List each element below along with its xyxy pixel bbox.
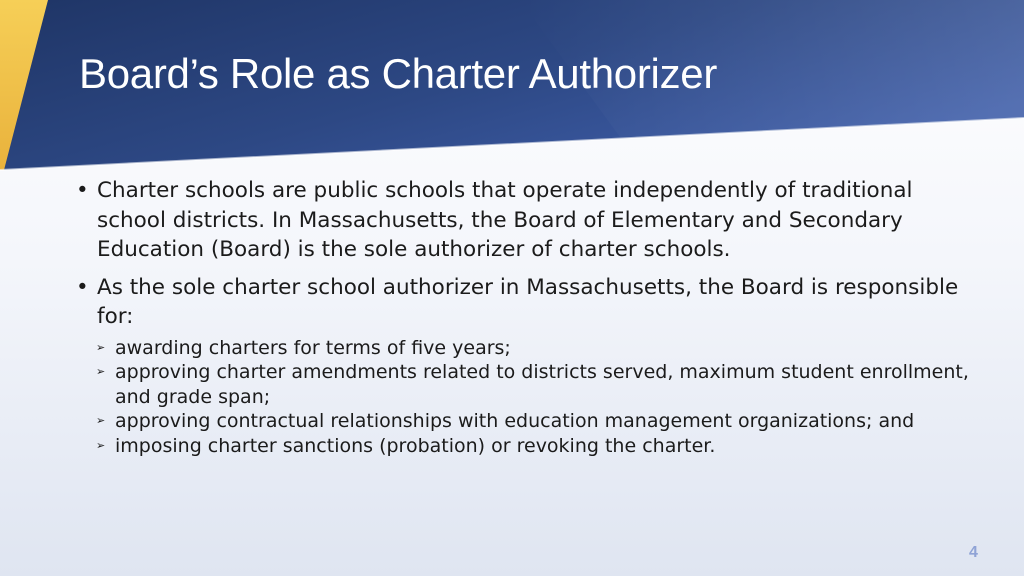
bullet-text: Charter schools are public schools that operate independently of traditional school districts. In Massachusetts, the Board of Elementary and Secondary Education (Board) is the sole authorizer of charter schools. — [97, 178, 913, 262]
page-number: 4 — [969, 544, 978, 561]
sub-list-container — [76, 336, 976, 459]
arrow-bullet-icon: ➢ — [96, 414, 106, 427]
sub-bullet-item — [76, 434, 976, 459]
sub-list — [76, 336, 976, 459]
bullet-text: As the sole charter school authorizer in Massachusetts, the Board is responsible for: — [97, 274, 959, 329]
arrow-bullet-icon: ➢ — [96, 438, 106, 452]
sub-bullet-text: approving charter amendments related to districts served, maximum student enrollment, and grade span; — [115, 361, 969, 408]
bullet-item — [76, 176, 976, 265]
sub-bullet-item — [76, 409, 976, 434]
sub-bullet-text: approving contractual relationships with education management organizations; and — [115, 410, 915, 432]
sub-bullet-text: awarding charters for terms of five years; — [115, 336, 511, 359]
bullet-dot-icon: • — [76, 178, 89, 203]
bullet-item — [76, 273, 976, 332]
content-list — [76, 176, 976, 458]
arrow-bullet-icon: ➢ — [96, 340, 106, 354]
sub-bullet-text: imposing charter sanctions (probation) or revoking the charter. — [115, 434, 716, 457]
slide-title: Board’s Role as Charter Authorizer — [79, 50, 718, 97]
sub-bullet-item — [76, 336, 976, 361]
sub-bullet-item — [76, 360, 976, 409]
arrow-bullet-icon: ➢ — [96, 365, 106, 378]
bullet-dot-icon: • — [76, 274, 89, 300]
